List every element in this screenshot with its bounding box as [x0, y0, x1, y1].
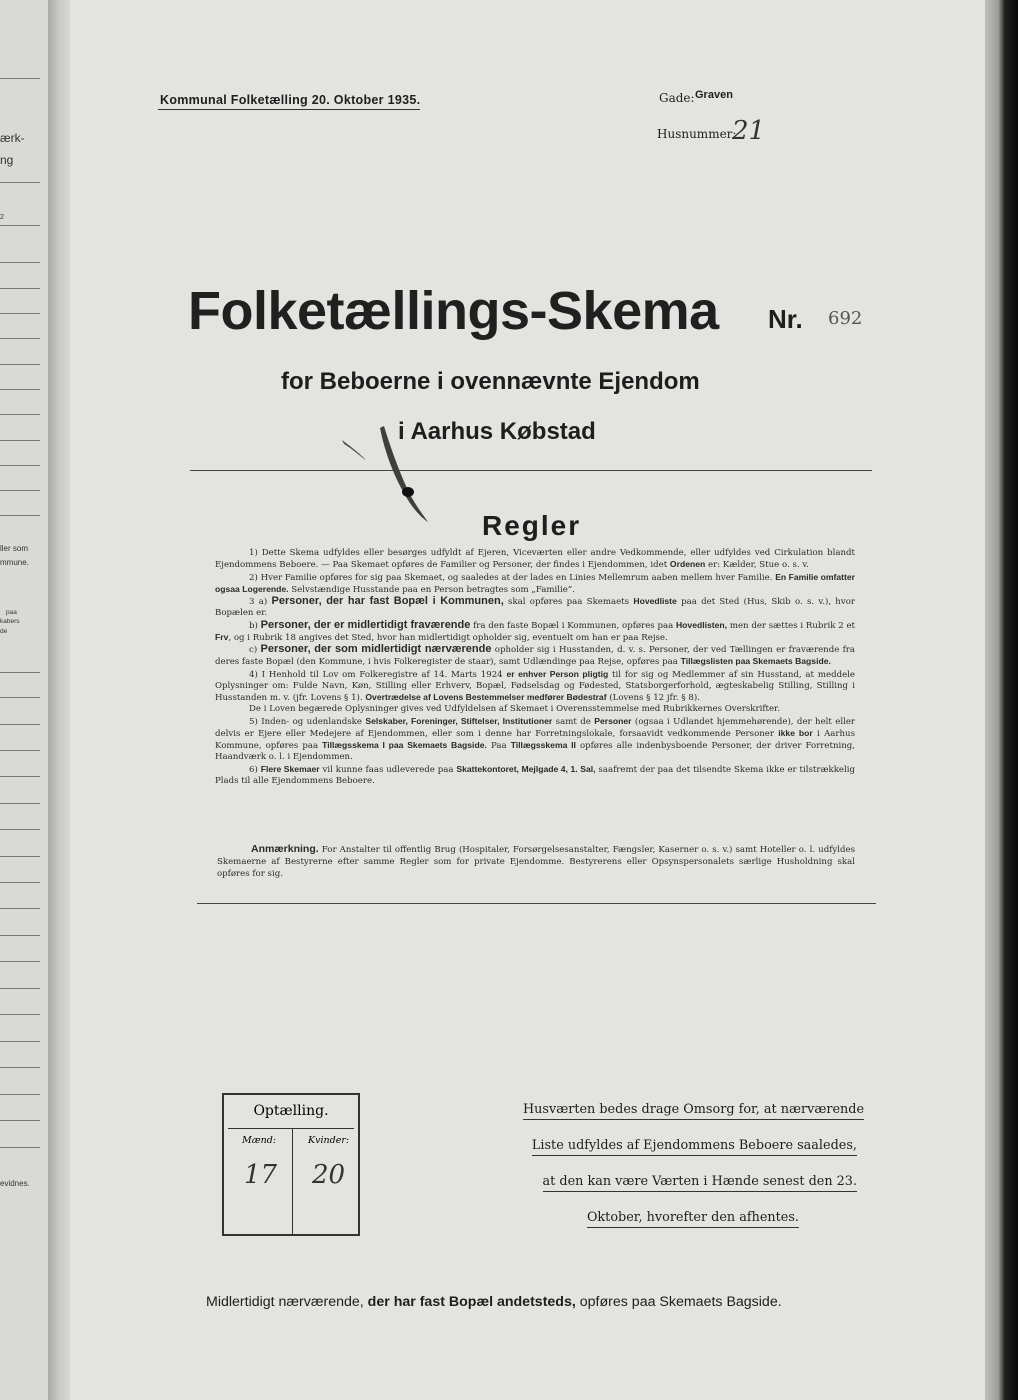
divider	[190, 470, 872, 471]
form-line	[0, 440, 40, 441]
house-number-value: 21	[732, 116, 766, 146]
form-line	[0, 490, 40, 491]
form-line	[0, 672, 40, 673]
form-line	[0, 515, 40, 516]
rule-3a: 3 a) Personer, der har fast Bopæl i Kommunen, skal opføres paa Skemaets Hovedliste paa det Sted (Hus, Skib o. s. v.), hvor Bopælen er.	[215, 595, 855, 619]
form-line	[0, 465, 40, 466]
women-count: 20	[312, 1160, 346, 1190]
fragment-text: evidnes.	[0, 1179, 30, 1188]
form-number-value: 692	[828, 308, 863, 329]
form-line	[0, 829, 40, 830]
rules-heading: Regler	[482, 510, 582, 541]
form-line	[0, 724, 40, 725]
form-line	[0, 182, 40, 183]
fragment-text: de	[0, 628, 8, 635]
rule-4-note: De i Loven begærede Oplysninger gives ved Udfyldelsen af Skemaet i Overensstemmelse med Rubrikkernes Overskrifter.	[249, 704, 780, 715]
fragment-text: paa	[6, 609, 17, 616]
count-box	[222, 1093, 360, 1236]
form-line	[0, 225, 40, 226]
rule-1: 1) Dette Skema udfyldes eller besørges udfyldt af Ejeren, Viceværten eller andre Vedkommende, eller udfyldes ved Cirkulation blandt Ejendommens Beboere. — Paa Skemaet opføres de Familier og Personer, der findes i Ejendommen, idet Ordenen er: Kælder, Stue o. s. v.	[215, 548, 855, 571]
form-line	[0, 697, 40, 698]
fragment-text: ærk-	[0, 131, 25, 145]
rule-2: 2) Hver Familie opføres for sig paa Skemaet, og saaledes at der lades en Linies Mellemrum aaben mellem hver Familie. En Familie omfatter ogsaa Logerende. Selvstændige Husstande paa en Person betragtes som „Familie“.	[215, 571, 856, 595]
form-line	[0, 313, 40, 314]
form-line	[0, 776, 40, 777]
census-title-underline	[158, 109, 420, 110]
house-number-label: Husnummer:	[657, 127, 737, 141]
remark-label: Anmærkning.	[251, 843, 319, 855]
form-line	[0, 882, 40, 883]
street-value: Graven	[695, 89, 733, 101]
form-subtitle: for Beboerne i ovennævnte Ejendom	[281, 368, 700, 395]
form-line	[0, 414, 40, 415]
fragment-text: kabers	[0, 618, 20, 625]
census-title: Kommunal Folketælling 20. Oktober 1935.	[160, 93, 421, 107]
form-line	[0, 78, 40, 79]
instruction-line: Liste udfyldes af Ejendommens Beboere saaledes,	[523, 1128, 857, 1164]
form-subtitle-city: i Aarhus Købstad	[398, 418, 596, 445]
book-gutter	[48, 0, 72, 1400]
street-label: Gade:	[659, 91, 695, 105]
form-line	[0, 389, 40, 390]
fragment-text: ller som	[0, 544, 29, 553]
form-line	[0, 1147, 40, 1148]
count-box-rule	[228, 1128, 354, 1129]
form-line	[0, 364, 40, 365]
rules-text	[215, 548, 855, 787]
form-line	[0, 803, 40, 804]
form-title: Folketællings-Skema	[188, 281, 719, 341]
fragment-text: mmune.	[0, 558, 29, 567]
form-line	[0, 262, 40, 263]
remark-paragraph	[217, 843, 855, 880]
rule-3c: c) Personer, der som midlertidigt nærværende opholder sig i Husstanden, d. v. s. Personer, der ved Tællingen er fraværende fra deres faste Bopæl (den Kommune, i hvis Folkeregister de staar), samt Udlændinge paa Rejse, opføres paa Tillægslisten paa Skemaets Bagside.	[215, 643, 856, 668]
form-line	[0, 856, 40, 857]
landlord-instructions	[523, 1092, 865, 1236]
form-line	[0, 1094, 40, 1095]
form-line	[0, 988, 40, 989]
men-label: Mænd:	[242, 1135, 277, 1146]
form-line	[0, 908, 40, 909]
divider	[197, 903, 876, 904]
form-line	[0, 288, 40, 289]
form-line	[0, 961, 40, 962]
fragment-text: 2	[0, 214, 4, 221]
women-label: Kvinder:	[308, 1135, 350, 1146]
instruction-line: at den kan være Værten i Hænde senest den 23.	[523, 1164, 857, 1200]
instruction-line: Oktober, hvorefter den afhentes.	[523, 1200, 857, 1236]
instruction-line: Husværten bedes drage Omsorg for, at nærværende	[523, 1092, 857, 1128]
form-line	[0, 935, 40, 936]
form-number-label: Nr.	[768, 304, 803, 334]
adjacent-page-fragment	[0, 0, 48, 1400]
form-line	[0, 1067, 40, 1068]
count-box-divider	[292, 1129, 293, 1234]
form-line	[0, 1014, 40, 1015]
form-line	[0, 1041, 40, 1042]
count-title: Optælling.	[253, 1103, 329, 1119]
page-edge	[985, 0, 1018, 1400]
rule-4: 4) I Henhold til Lov om Folkeregistre af 14. Marts 1924 er enhver Person pligtig til for sig og Medlemmer af sin Husstand, at meddele Oplysninger om: Fulde Navn, Køn, Stilling eller Erhverv, Bopæl, Fødselsdag og Fødested, Statsborgerforhold, ægteskabelig Stilling, Stilling i Husstanden m. v. (jfr. Lovens § 1). Overtrædelse af Lovens Bestemmelser medfører Bødestraf (Lovens § 12 jfr. § 8).	[215, 668, 855, 703]
men-count: 17	[244, 1160, 278, 1190]
form-line	[0, 338, 40, 339]
footer-note: Midlertidigt nærværende, der har fast Bopæl andetsteds, opføres paa Skemaets Bagside.	[206, 1294, 782, 1310]
form-line	[0, 1120, 40, 1121]
rule-6: 6) Flere Skemaer vil kunne faas udleverede paa Skattekontoret, Mejlgade 4, 1. Sal, saafremt der paa det tilsendte Skema ikke er tilstrækkelig Plads til alle Ejendommens Beboere.	[215, 763, 856, 786]
ink-stroke-mark	[332, 418, 442, 528]
fragment-text: ng	[0, 153, 14, 167]
rule-5: 5) Inden- og udenlandske Selskaber, Foreninger, Stiftelser, Institutioner samt de Personer (ogsaa i Udlandet hjemmehørende), der helt eller delvis er Ejere eller Medejere af Ejendommen, eller som i denne har Forretningslokale, forsaavidt vedkommende Personer ikke bor i Aarhus Kommune, opføres paa Tillægsskema I paa Skemaets Bagside. Paa Tillægsskema II opføres alle indenbysboende Personer, der driver Forretning, Haandværk o. l. i Ejendommen.	[215, 715, 856, 763]
remark-text: For Anstalter til offentlig Brug (Hospitaler, Forsørgelsesanstalter, Fængsler, Kaserner o. s. v.) samt Hoteller o. l. udfyldes Skemaerne af Bestyrerne efter samme Regler som for private Ejendomme. Bestyrerens eller Opsynspersonalets særlige Husholdning skal opføres for sig.	[217, 845, 855, 879]
rule-3b: b) Personer, der er midlertidigt fraværende fra den faste Bopæl i Kommunen, opføres paa Hovedlisten, men der sættes i Rubrik 2 et Frv, og i Rubrik 18 angives det Sted, hvor han midlertidigt opholder sig, eventuelt om han er paa Rejse.	[215, 618, 855, 643]
form-line	[0, 750, 40, 751]
